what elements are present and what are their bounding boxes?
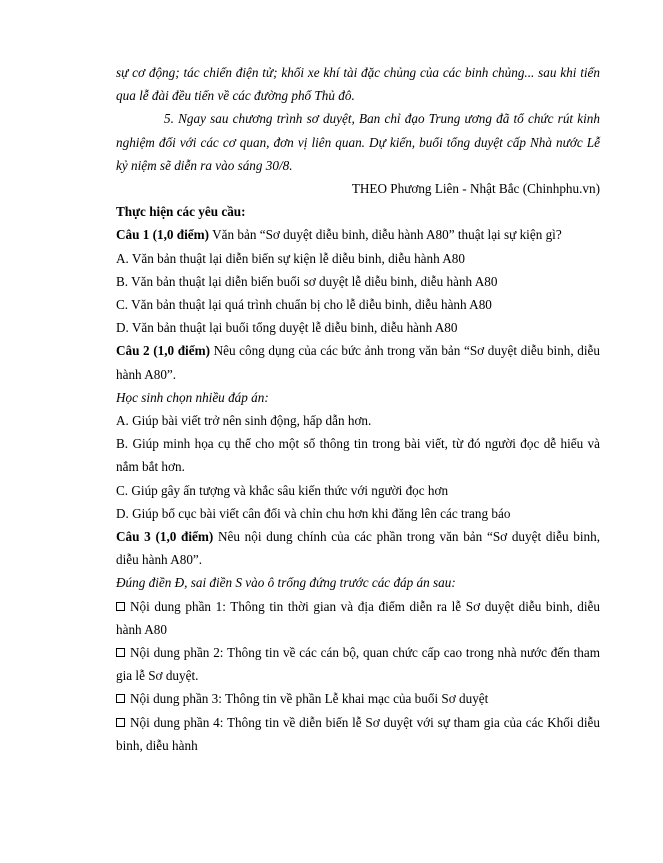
question-3-label: Câu 3 (1,0 điểm) — [116, 529, 214, 545]
question-3 — [116, 525, 600, 571]
question-1-option-a[interactable]: A. Văn bản thuật lại diễn biến sự kiện lễ diễu binh, diễu hành A80 — [116, 250, 465, 266]
tasks-heading: Thực hiện các yêu cầu: — [116, 204, 246, 220]
question-1-option-b[interactable]: B. Văn bản thuật lại diễn biến buổi sơ duyệt lễ diễu binh, diễu hành A80 — [116, 273, 498, 289]
passage-paragraph-5: 5. Ngay sau chương trình sơ duyệt, Ban chỉ đạo Trung ương đã tổ chức rút kinh nghiệm đối với các cơ quan, đơn vị liên quan. Dự kiến, buổi tổng duyệt cấp Nhà nước Lễ kỷ niệm sẽ diễn ra vào sáng 30/8. — [116, 111, 600, 173]
question-1-text: Văn bản “Sơ duyệt diễu binh, diễu hành A80” thuật lại sự kiện gì? — [209, 227, 562, 243]
question-3-instruction: Đúng điền Đ, sai điền S vào ô trống đứng trước các đáp án sau: — [116, 575, 456, 591]
question-2-option-c[interactable]: C. Giúp gây ấn tượng và khắc sâu kiến thức với người đọc hơn — [116, 482, 449, 498]
question-2-option-b[interactable]: B. Giúp minh họa cụ thể cho một số thông tin trong bài viết, từ đó người đọc dễ hiểu và nắm bắt hơn. — [116, 436, 600, 475]
question-3-text: Nêu nội dung chính của các phần trong văn bản “Sơ duyệt diễu binh, diễu hành A80”. — [116, 529, 600, 568]
question-3-item-1-text: Nội dung phần 1: Thông tin thời gian và địa điểm diễn ra lễ Sơ duyệt diễu binh, diễu hành A80 — [116, 598, 600, 637]
answer-checkbox-2[interactable] — [116, 648, 125, 657]
document-page — [116, 61, 600, 757]
question-3-item-4 — [116, 711, 600, 757]
question-3-item-2 — [116, 641, 600, 687]
question-1-option-c[interactable]: C. Văn bản thuật lại quá trình chuẩn bị cho lễ diễu binh, diễu hành A80 — [116, 297, 492, 313]
question-3-item-4-text: Nội dung phần 4: Thông tin về diễn biến lễ Sơ duyệt với sự tham gia của các Khối diễu binh, diễu hành — [116, 714, 600, 753]
question-2-instruction: Học sinh chọn nhiều đáp án: — [116, 389, 269, 405]
question-2-option-d[interactable]: D. Giúp bố cục bài viết cân đối và chỉn chu hơn khi đăng lên các trang báo — [116, 505, 511, 521]
passage-continuation: sự cơ động; tác chiến điện tử; khối xe khí tài đặc chủng của các binh chủng... sau khi tiến qua lễ đài đều tiến về các đường phố Thủ đô. — [116, 65, 600, 104]
question-3-item-2-text: Nội dung phần 2: Thông tin về các cán bộ, quan chức cấp cao trong nhà nước đến tham gia lễ Sơ duyệt. — [116, 645, 600, 684]
question-1-label: Câu 1 (1,0 điểm) — [116, 227, 210, 243]
question-2-text: Nêu công dụng của các bức ảnh trong văn bản “Sơ duyệt diễu binh, diễu hành A80”. — [116, 343, 600, 382]
question-2 — [116, 339, 600, 385]
answer-checkbox-4[interactable] — [116, 718, 125, 727]
question-3-item-3 — [116, 687, 600, 710]
answer-checkbox-3[interactable] — [116, 694, 125, 703]
question-2-label: Câu 2 (1,0 điểm) — [116, 343, 210, 359]
question-3-item-1 — [116, 595, 600, 641]
answer-checkbox-1[interactable] — [116, 602, 125, 611]
passage-source: THEO Phương Liên - Nhật Bắc (Chinhphu.vn) — [351, 181, 600, 197]
question-2-option-a[interactable]: A. Giúp bài viết trở nên sinh động, hấp dẫn hơn. — [116, 413, 372, 429]
question-1-option-d[interactable]: D. Văn bản thuật lại buổi tổng duyệt lễ diễu binh, diễu hành A80 — [116, 320, 458, 336]
question-3-item-3-text: Nội dung phần 3: Thông tin về phần Lễ khai mạc của buổi Sơ duyệt — [130, 691, 489, 707]
question-1 — [116, 223, 600, 246]
